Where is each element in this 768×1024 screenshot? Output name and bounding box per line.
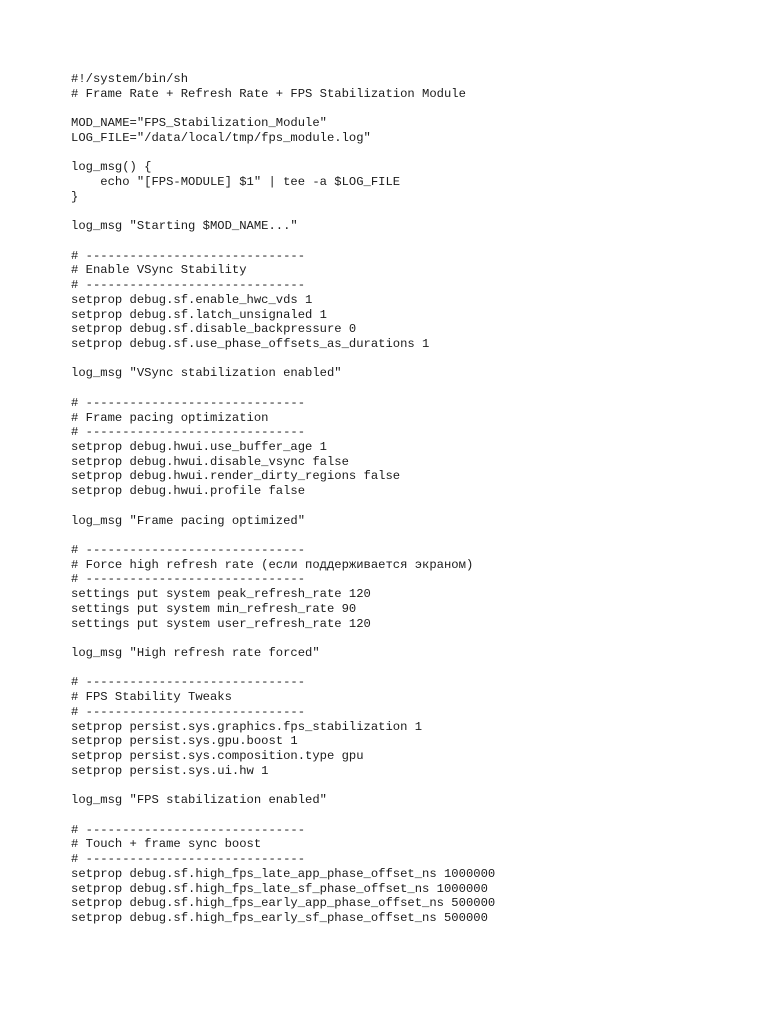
code-line: # ------------------------------ — [71, 425, 306, 440]
code-line: setprop debug.sf.high_fps_late_app_phase_offset_ns 1000000 — [71, 866, 496, 881]
code-line: # ------------------------------ — [71, 543, 306, 557]
code-line: setprop debug.sf.disable_backpressure 0 — [71, 322, 357, 337]
code-line: setprop persist.sys.graphics.fps_stabilization 1 — [71, 719, 423, 734]
code-line: # ------------------------------ — [71, 248, 306, 263]
code-line: setprop debug.sf.high_fps_early_sf_phase_offset_ns 500000 — [71, 910, 488, 925]
code-line: #!/system/bin/sh — [71, 72, 189, 86]
code-line: setprop persist.sys.gpu.boost 1 — [71, 734, 298, 749]
blank-line — [71, 499, 495, 514]
code-line: # ------------------------------ — [71, 704, 306, 719]
code-line: log_msg "High refresh rate forced" — [71, 646, 320, 661]
code-line: setprop debug.sf.use_phase_offsets_as_durations 1 — [71, 336, 430, 351]
code-line: settings put system peak_refresh_rate 120 — [71, 587, 371, 602]
blank-line — [71, 631, 495, 646]
code-line: setprop debug.sf.latch_unsignaled 1 — [71, 307, 327, 322]
shell-script-text — [71, 72, 495, 926]
blank-line — [71, 101, 495, 116]
code-line: setprop debug.sf.high_fps_late_sf_phase_offset_ns 1000000 — [71, 881, 488, 896]
code-line: # ------------------------------ — [71, 395, 306, 410]
code-line: setprop debug.hwui.disable_vsync false — [71, 454, 349, 469]
code-line: # Touch + frame sync boost — [71, 837, 262, 852]
blank-line — [71, 661, 495, 676]
code-line: settings put system min_refresh_rate 90 — [71, 601, 357, 616]
code-line: } — [71, 189, 79, 204]
code-line: setprop debug.sf.high_fps_early_app_phase_offset_ns 500000 — [71, 896, 496, 911]
code-line: # Enable VSync Stability — [71, 263, 247, 278]
code-line: setprop debug.hwui.use_buffer_age 1 — [71, 439, 327, 454]
code-line: log_msg "Starting $MOD_NAME..." — [71, 219, 298, 234]
code-line: echo "[FPS-MODULE] $1" | tee -a $LOG_FILE — [71, 175, 401, 190]
blank-line — [71, 234, 495, 249]
code-line: # Force high refresh rate (если поддерживается экраном) — [71, 557, 474, 572]
code-line: # ------------------------------ — [71, 572, 306, 587]
blank-line — [71, 808, 495, 823]
blank-line — [71, 146, 495, 161]
blank-line — [71, 779, 495, 794]
code-line: setprop debug.sf.enable_hwc_vds 1 — [71, 292, 313, 307]
code-line: log_msg "FPS stabilization enabled" — [71, 793, 327, 808]
blank-line — [71, 204, 495, 219]
code-line: log_msg "VSync stabilization enabled" — [71, 366, 342, 381]
blank-line — [71, 352, 495, 367]
code-line: # ------------------------------ — [71, 675, 306, 690]
code-line: # Frame Rate + Refresh Rate + FPS Stabilization Module — [71, 86, 466, 101]
code-line: # ------------------------------ — [71, 278, 306, 293]
blank-line — [71, 528, 495, 543]
code-line: # FPS Stability Tweaks — [71, 690, 232, 705]
code-line: # ------------------------------ — [71, 822, 306, 837]
code-line: settings put system user_refresh_rate 120 — [71, 616, 371, 631]
code-line: # Frame pacing optimization — [71, 410, 269, 425]
code-line: LOG_FILE="/data/local/tmp/fps_module.log" — [71, 130, 371, 145]
code-line: setprop persist.sys.ui.hw 1 — [71, 763, 269, 778]
blank-line — [71, 381, 495, 396]
code-line: setprop debug.hwui.render_dirty_regions false — [71, 469, 401, 484]
code-line: setprop persist.sys.composition.type gpu — [71, 749, 364, 764]
code-line: log_msg "Frame pacing optimized" — [71, 513, 306, 528]
code-line: log_msg() { — [71, 160, 152, 175]
code-line: # ------------------------------ — [71, 852, 306, 867]
code-line: MOD_NAME="FPS_Stabilization_Module" — [71, 116, 327, 131]
code-line: setprop debug.hwui.profile false — [71, 484, 306, 499]
